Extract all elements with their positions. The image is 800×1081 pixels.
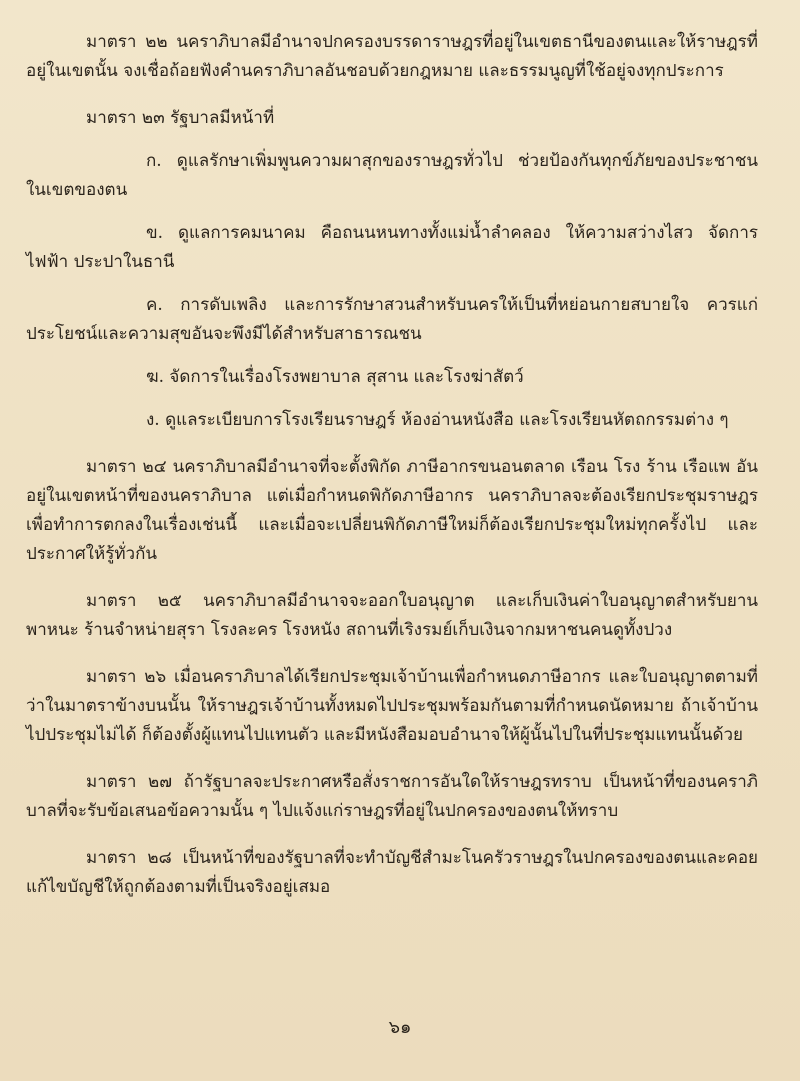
section-23-item-kho3: ฆ. จัดการในเรื่องโรงพยาบาล สุสาน และโรงฆ่าสัตว์ [146, 367, 524, 387]
section-22: มาตรา ๒๒ นคราภิบาลมีอำนาจปกครองบรรดาราษฎรที่อยู่ในเขตธานีของตนและให้ราษฎรที่อยู่ในเขตนั้น จงเชื่อถ้อยฟังคำนคราภิบาลอันชอบด้วยกฎหมาย และธรรมนูญที่ใช้อยู่จงทุกประการ [26, 32, 758, 81]
section-23-item-ngo: ง. ดูแลระเบียบการโรงเรียนราษฎร์ ห้องอ่านหนังสือ และโรงเรียนหัตถกรรมต่าง ๆ [146, 410, 729, 430]
section-23: มาตรา ๒๓ รัฐบาลมีหน้าที่ [86, 108, 275, 128]
body-text [26, 28, 758, 902]
section-24: มาตรา ๒๔ นคราภิบาลมีอำนาจที่จะตั้งพิกัด ภาษีอากรขนอนตลาด เรือน โรง ร้าน เรือแพ อันอยู่ในเขตหน้าที่ของนคราภิบาล แต่เมื่อกำหนดพิกัดภาษีอากร นคราภิบาลจะต้องเรียกประชุมราษฎรเพื่อทำการตกลงในเรื่องเช่นนี้ และเมื่อจะเปลี่ยนพิกัดภาษีใหม่ก็ต้องเรียกประชุมใหม่ทุกครั้งไป และประกาศให้รู้ทั่วกัน [26, 457, 758, 564]
section-25: มาตรา ๒๕ นคราภิบาลมีอำนาจจะออกใบอนุญาต และเก็บเงินค่าใบอนุญาตสำหรับยานพาหนะ ร้านจำหน่ายสุรา โรงละคร โรงหนัง สถานที่เริงรมย์เก็บเงินจากมหาชนคนดูทั้งปวง [26, 591, 758, 640]
section-23-item-kho2: ค. การดับเพลิง และการรักษาสวนสำหรับนครให้เป็นที่หย่อนกายสบายใจ ควรแก่ประโยชน์และความสุขอันจะพึงมีได้สำหรับสาธารณชน [26, 295, 758, 344]
section-26: มาตรา ๒๖ เมื่อนคราภิบาลได้เรียกประชุมเจ้าบ้านเพื่อกำหนดภาษีอากร และใบอนุญาตตามที่ว่าในมาตราข้างบนนั้น ให้ราษฎรเจ้าบ้านทั้งหมดไปประชุมพร้อมกันตามที่กำหนดนัดหมาย ถ้าเจ้าบ้านไปประชุมไม่ได้ ก็ต้องตั้งผู้แทนไปแทนตัว และมีหนังสือมอบอำนาจให้ผู้นั้นไปในที่ประชุมแทนนั้นด้วย [26, 667, 758, 745]
section-23-item-kho: ข. ดูแลการคมนาคม คือถนนหนทางทั้งแม่น้ำลำคลอง ให้ความสว่างไสว จัดการไฟฟ้า ประปาในธานี [26, 223, 758, 272]
section-23-item-ko: ก. ดูแลรักษาเพิ่มพูนความผาสุกของราษฎรทั่วไป ช่วยป้องกันทุกข์ภัยของประชาชนในเขตของตน [26, 151, 758, 200]
section-27: มาตรา ๒๗ ถ้ารัฐบาลจะประกาศหรือสั่งราชการอันใดให้ราษฎรทราบ เป็นหน้าที่ของนคราภิบาลที่จะรับข้อเสนอข้อความนั้น ๆ ไปแจ้งแก่ราษฎรที่อยู่ในปกครองของตนให้ทราบ [26, 772, 758, 821]
page-number: ๖๑ [388, 1017, 412, 1038]
section-28: มาตรา ๒๘ เป็นหน้าที่ของรัฐบาลที่จะทำบัญชีสำมะโนครัวราษฎรในปกครองของตนและคอยแก้ไขบัญชีให้ถูกต้องตามที่เป็นจริงอยู่เสมอ [26, 848, 758, 897]
